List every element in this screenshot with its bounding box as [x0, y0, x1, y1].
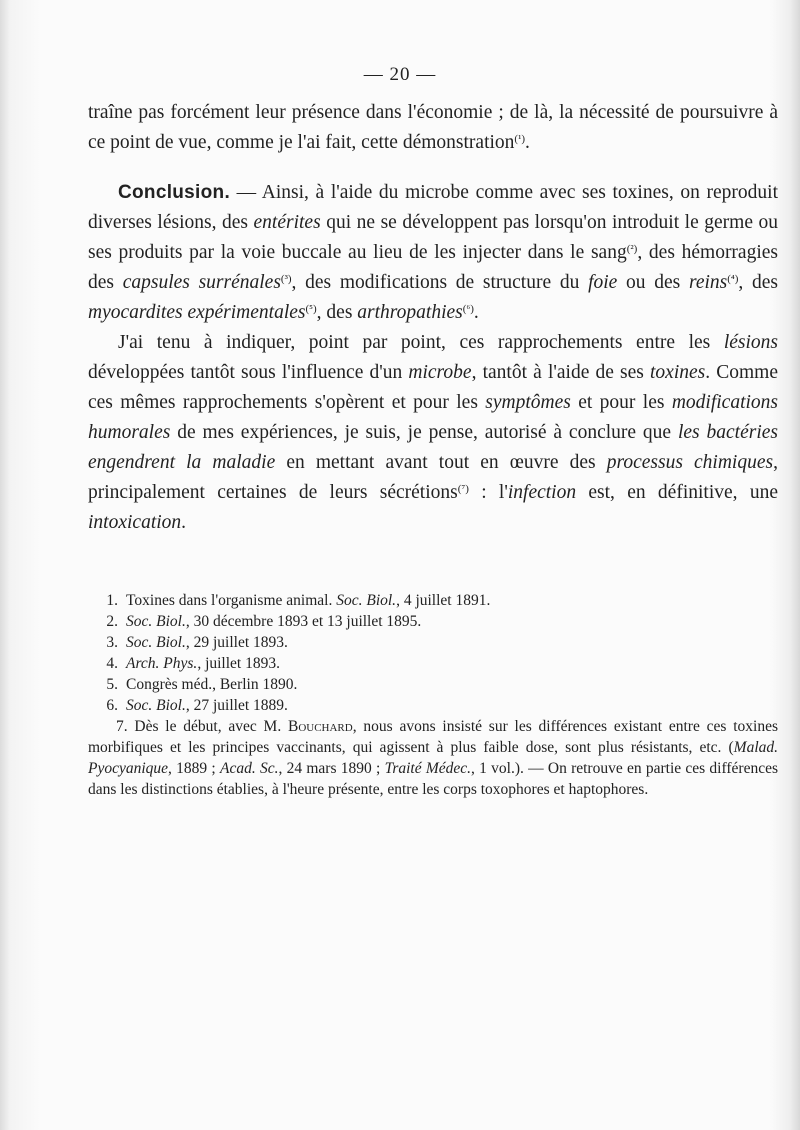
footnote-ref-4: (⁴) [727, 273, 739, 285]
footnote-ref-1: (¹) [514, 133, 526, 145]
page-number: — 20 — [363, 64, 437, 85]
footnote-1: 1. Toxines dans l'organisme animal. Soc. Biol., 4 juillet 1891. [106, 592, 491, 609]
paragraph-1: traîne pas forcément leur présence dans l'économie ; de là, la nécessité de poursuivre à ce point de vue, comme je l'ai fait, cette démonstration$^{(^1)}$. [88, 102, 778, 153]
footnote-ref-3: (³) [280, 273, 292, 285]
body-text [88, 98, 778, 538]
footnotes [88, 590, 778, 800]
footnote-ref-2: (²) [626, 243, 638, 255]
footnote-ref-5: (⁵) [305, 303, 317, 315]
footnote-5: 5. Congrès méd., Berlin 1890. [106, 676, 298, 693]
footnote-2: 2. Soc. Biol., 30 décembre 1893 et 13 juillet 1895. [106, 613, 422, 630]
footnote-ref-6: (⁶) [462, 303, 474, 315]
section-heading: Conclusion. [118, 182, 231, 203]
footnote-3: 3. Soc. Biol., 29 juillet 1893. [106, 634, 288, 651]
footnote-6: 6. Soc. Biol., 27 juillet 1889. [106, 697, 288, 714]
footnote-4: 4. Arch. Phys., juillet 1893. [106, 655, 280, 672]
footnote-7: 7. Dès le début, avec M. Bouchard, nous avons insisté sur les différences existant entre ces toxines morbifiques et les principes vaccinants, qui agissent à plus faible dose, sont plus résistants, etc. (Malad. Pyocyanique, 1889 ; Acad. Sc., 24 mars 1890 ; Traité Médec., 1 vol.). — On retrouve en partie ces différences dans les distinctions établies, à l'heure présente, entre les corps toxophores et haptophores. [88, 718, 778, 798]
footnote-ref-7: (⁷) [457, 483, 469, 495]
paragraph-3: J'ai tenu à indiquer, point par point, ces rapprochements entre les lésions développées tantôt sous l'influence d'un microbe, tantôt à l'aide de ses toxines. Comme ces mêmes rapprochements s'opèrent et pour les symptômes et pour les modifications humorales de mes expériences, je suis, je pense, autorisé à conclure que les bactéries engendrent la maladie en mettant avant tout en œuvre des processus chimiques, principalement certaines de leurs sécrétions$^{(^7)}$ : l'infection est, en définitive, une intoxication. [88, 332, 779, 533]
paragraph-conclusion: Conclusion. — Ainsi, à l'aide du microbe comme avec ses toxines, on reproduit diverses lésions, des entérites qui ne se développent pas lorsqu'on introduit le germe ou ses produits par la voie buccale au lieu de les injecter dans le sang$^{(^2)}$, des hémorragies des capsules surrénales$^{(^3)}$, des modifications de structure du foie ou des reins$^{(^4)}$, des myocardites expérimentales$^{(^5)}$, des arthropathies$^{(^6)}$. [88, 182, 778, 323]
